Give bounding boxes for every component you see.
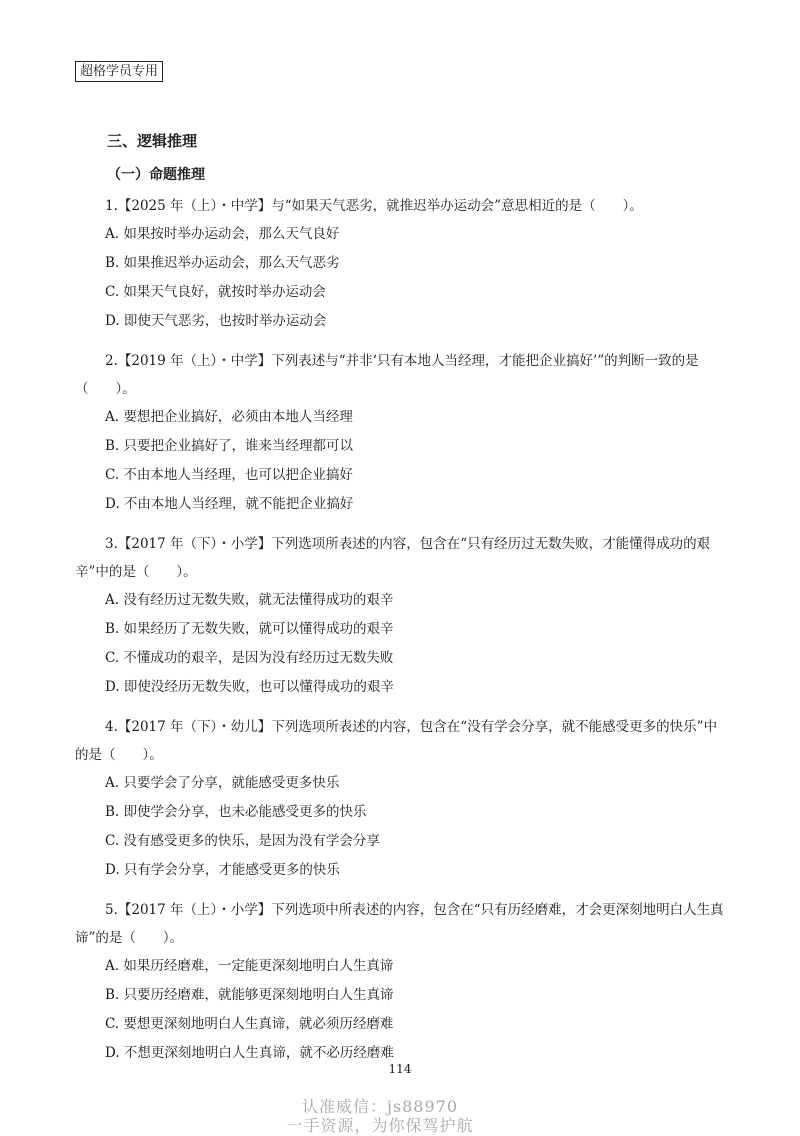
watermark-line-2: 一手资源，为你保驾护航 <box>286 1116 474 1135</box>
exclusive-badge: 超格学员专用 <box>75 61 163 82</box>
option-b: B. 只要把企业搞好了，谁来当经理都可以 <box>105 438 354 454</box>
subsection-title: （一）命题推理 <box>107 167 205 183</box>
option-c: C. 如果天气良好，就按时举办运动会 <box>105 284 326 300</box>
option-b: B. 只要历经磨难，就能够更深刻地明白人生真谛 <box>105 987 394 1003</box>
option-c: C. 要想更深刻地明白人生真谛，就必须历经磨难 <box>105 1016 394 1032</box>
question-stem: 3.【2017 年（下）・小学】下列选项所表述的内容，包含在“只有经历过无数失败，才能懂得成功的艰辛”中的是（ ）。 <box>75 536 711 580</box>
section-title: 三、逻辑推理 <box>107 132 198 150</box>
option-c: C. 不由本地人当经理，也可以把企业搞好 <box>105 467 353 483</box>
option-d: D. 不想更深刻地明白人生真谛，就不必历经磨难 <box>105 1045 394 1061</box>
question-list <box>75 192 725 1079</box>
option-b: B. 如果推迟举办运动会，那么天气恶劣 <box>105 255 340 271</box>
question-5 <box>75 896 725 1068</box>
watermark-line-1: 认准威信：js88970 <box>301 1097 459 1116</box>
question-3 <box>75 530 725 702</box>
page-number: 114 <box>388 1062 412 1076</box>
option-d: D. 即使天气恶劣，也按时举办运动会 <box>105 313 327 329</box>
option-d: D. 即使没经历无数失败，也可以懂得成功的艰辛 <box>105 679 394 695</box>
option-b: B. 如果经历了无数失败，就可以懂得成功的艰辛 <box>105 621 394 637</box>
option-a: A. 要想把企业搞好，必须由本地人当经理 <box>105 409 353 425</box>
option-b: B. 即使学会分享，也未必能感受更多的快乐 <box>105 804 367 820</box>
option-a: A. 没有经历过无数失败，就无法懂得成功的艰辛 <box>105 592 394 608</box>
option-d: D. 只有学会分享，才能感受更多的快乐 <box>105 862 340 878</box>
option-a: A. 只要学会了分享，就能感受更多快乐 <box>105 775 340 791</box>
question-4 <box>75 713 725 885</box>
question-stem: 4.【2017 年（下）・幼儿】下列选项所表述的内容，包含在“没有学会分享，就不能感受更多的快乐”中的是（ ）。 <box>75 719 718 763</box>
question-2 <box>75 347 725 519</box>
option-a: A. 如果按时举办运动会，那么天气良好 <box>105 226 340 242</box>
question-1 <box>75 192 725 336</box>
option-a: A. 如果历经磨难，一定能更深刻地明白人生真谛 <box>105 958 394 974</box>
option-c: C. 不懂成功的艰辛，是因为没有经历过无数失败 <box>105 650 394 666</box>
question-stem: 5.【2017 年（上）・小学】下列选项中所表述的内容，包含在“只有历经磨难，才会更深刻地明白人生真谛”的是（ ）。 <box>75 902 724 946</box>
option-c: C. 没有感受更多的快乐，是因为没有学会分享 <box>105 833 380 849</box>
question-stem: 2.【2019 年（上）・中学】下列表述与“并非‘只有本地人当经理，才能把企业搞好’”的判断一致的是（ ）。 <box>75 353 699 397</box>
question-stem: 1.【2025 年（上）・中学】与“如果天气恶劣，就推迟举办运动会”意思相近的是（ ）。 <box>105 198 643 214</box>
option-d: D. 不由本地人当经理，就不能把企业搞好 <box>105 496 354 512</box>
